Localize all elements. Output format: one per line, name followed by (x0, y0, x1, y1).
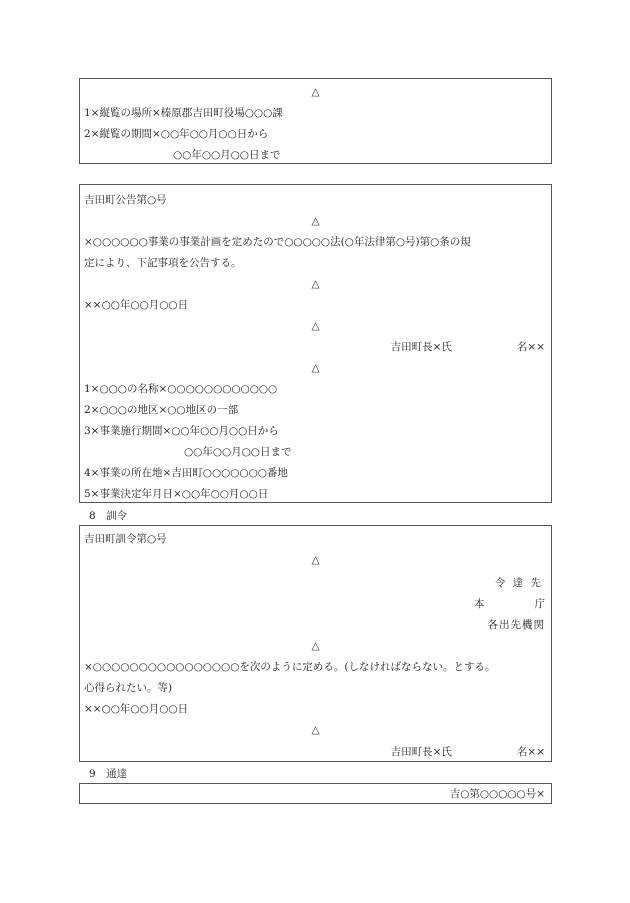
triangle-spacer: △ (311, 278, 320, 290)
circular-box (79, 783, 552, 804)
triangle-spacer: △ (311, 724, 320, 736)
notice-body-line-1: ×○○○○○○事業の事業計画を定めたので○○○○○法(○年法律第○号)第○条の規 (84, 236, 471, 248)
notice-item: 4×事業の所在地×吉田町○○○○○○○番地 (84, 467, 288, 479)
section-8-heading: 8 訓令 (89, 510, 128, 522)
signer-name: 名×× (516, 746, 545, 758)
viewing-period-line: 2×縦覧の期間×○○年○○月○○日から (84, 128, 269, 140)
triangle-spacer: △ (311, 320, 320, 332)
notice-date: ××○○年○○月○○日 (84, 299, 189, 311)
signer-title: 吉田町長×氏 (390, 341, 452, 353)
section-9-heading: 9 通達 (89, 768, 128, 780)
signer-title: 吉田町長×氏 (390, 746, 452, 758)
triangle-spacer: △ (311, 86, 320, 98)
notice-box-1 (79, 78, 552, 164)
notice-item: 2×○○○の地区×○○地区の一部 (84, 404, 239, 416)
circular-number: 吉○第○○○○○号× (449, 788, 545, 800)
notice-title: 吉田町公告第○号 (84, 194, 167, 206)
instruction-date: ××○○年○○月○○日 (84, 703, 189, 715)
viewing-place-line: 1×縦覧の場所×榛原郡吉田町役場○○○課 (84, 107, 283, 119)
addressee-main-b: 庁 (534, 598, 545, 610)
signer-name: 名×× (516, 341, 545, 353)
public-notice-box (79, 184, 552, 503)
instruction-box (79, 525, 552, 762)
addressee-branches: 各出先機関 (487, 619, 545, 631)
addressee-label: 令 達 先 (494, 577, 543, 589)
instruction-title: 吉田町訓令第○号 (84, 533, 167, 545)
instruction-signature (391, 745, 545, 759)
instruction-body-line-2: 心得られたい。等) (84, 682, 173, 694)
triangle-spacer: △ (311, 554, 320, 566)
viewing-period-end-line: ○○年○○月○○日まで (173, 149, 281, 161)
addressee-main-a: 本 (474, 598, 485, 610)
notice-item: ○○年○○月○○日まで (184, 446, 292, 458)
notice-signature (391, 340, 545, 354)
notice-item: 3×事業施行期間×○○年○○月○○日から (84, 425, 279, 437)
notice-item: 5×事業決定年月日×○○年○○月○○日 (84, 488, 269, 500)
triangle-spacer: △ (311, 362, 320, 374)
instruction-body-line-1: ×○○○○○○○○○○○○○○○○を次のように定める。(しなければならない。とする。 (84, 661, 496, 673)
triangle-spacer: △ (311, 215, 320, 227)
notice-item: 1×○○○の名称×○○○○○○○○○○○○ (84, 383, 278, 395)
addressee-main-office (474, 597, 545, 611)
triangle-spacer: △ (311, 640, 320, 652)
notice-body-line-2: 定により、下記事項を公告する。 (84, 257, 242, 269)
